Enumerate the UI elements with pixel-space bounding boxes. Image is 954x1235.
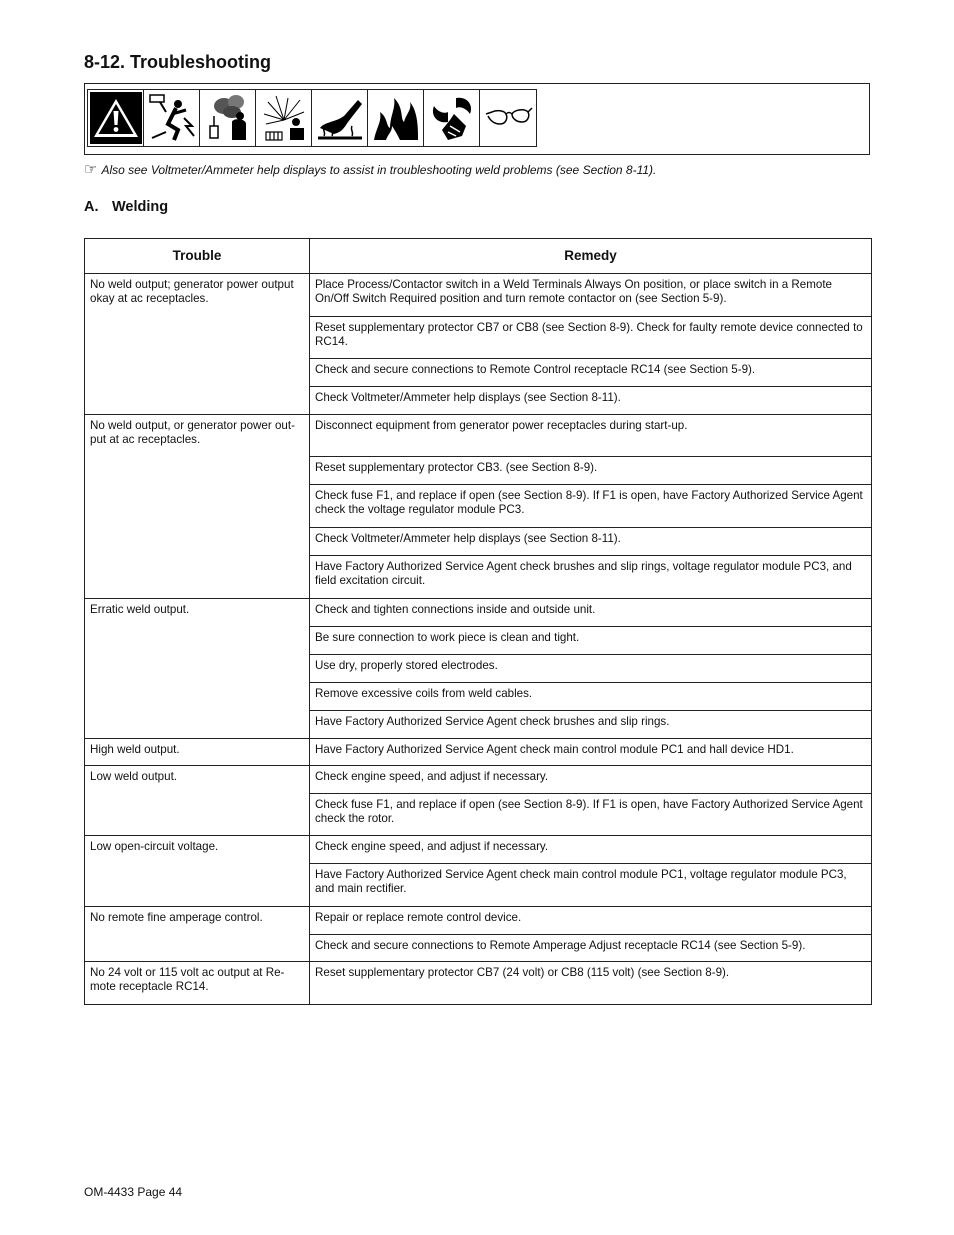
remedy-cell: Check engine speed, and adjust if necessary. [310,766,872,794]
table-header-row [85,239,872,274]
subsection-number: A. [84,199,99,215]
remedy-cell: Have Factory Authorized Service Agent check main control module PC1, voltage regulator module PC3, and main rectifier. [310,864,872,907]
trouble-cell: No remote fine amperage control. [85,907,310,962]
remedy-cell: Disconnect equipment from generator power receptacles during start-up. [310,415,872,457]
moving-parts-icon [424,90,480,146]
remedy-cell: Check fuse F1, and replace if open (see Section 8-9). If F1 is open, have Factory Authorized Service Agent check the rotor. [310,794,872,836]
hot-parts-icon [312,90,368,146]
remedy-cell: Check Voltmeter/Ammeter help displays (see Section 8-11). [310,528,872,556]
remedy-cell: Use dry, properly stored electrodes. [310,655,872,683]
trouble-cell: No weld output; generator power output okay at ac receptacles. [85,274,310,415]
fumes-gases-icon [200,90,256,146]
pointing-hand-icon: ☞ [84,161,98,178]
table-row [85,599,872,627]
trouble-cell: Erratic weld output. [85,599,310,739]
table-row [85,766,872,794]
remedy-cell: Check fuse F1, and replace if open (see Section 8-9). If F1 is open, have Factory Authorized Service Agent check the voltage regulator module PC3. [310,485,872,528]
subsection-title [84,199,168,215]
safety-icon-strip [87,89,537,147]
troubleshooting-table [84,238,872,1005]
remedy-cell: Place Process/Contactor switch in a Weld Terminals Always On position, or place switch in a Remote On/Off Switch Required position and turn remote contactor on (see Section 5-9). [310,274,872,317]
table-row [85,415,872,457]
remedy-cell: Reset supplementary protector CB3. (see Section 8-9). [310,457,872,485]
page-footer: OM-4433 Page 44 [84,1185,183,1199]
table-row [85,739,872,766]
note-text: Also see Voltmeter/Ammeter help displays to assist in troubleshooting weld problems (see Section 8-11). [101,163,657,177]
trouble-cell: No 24 volt or 115 volt ac output at Re-mote receptacle RC14. [85,962,310,1005]
trouble-cell: Low open-circuit voltage. [85,836,310,907]
table-row [85,274,872,317]
flying-sparks-icon [256,90,312,146]
trouble-cell: No weld output, or generator power out-put at ac receptacles. [85,415,310,599]
remedy-cell: Be sure connection to work piece is clean and tight. [310,627,872,655]
trouble-cell: High weld output. [85,739,310,766]
remedy-header: Remedy [310,239,872,274]
remedy-cell: Reset supplementary protector CB7 or CB8 (see Section 8-9). Check for faulty remote device connected to RC14. [310,317,872,359]
remedy-cell: Check and secure connections to Remote Control receptacle RC14 (see Section 5-9). [310,359,872,387]
remedy-cell: Have Factory Authorized Service Agent check brushes and slip rings. [310,711,872,739]
warning-triangle-icon [88,90,144,146]
section-title: 8-12. Troubleshooting [84,52,272,72]
remedy-cell: Check engine speed, and adjust if necessary. [310,836,872,864]
table-row [85,836,872,864]
safety-glasses-icon [480,90,536,146]
safety-icon-box [84,83,870,155]
table-row [85,962,872,1005]
remedy-cell: Remove excessive coils from weld cables. [310,683,872,711]
remedy-cell: Repair or replace remote control device. [310,907,872,935]
fire-hazard-icon [368,90,424,146]
remedy-cell: Have Factory Authorized Service Agent check brushes and slip rings, voltage regulator module PC3, and field excitation circuit. [310,556,872,599]
trouble-header: Trouble [85,239,310,274]
subsection-label: Welding [112,199,169,215]
electric-shock-icon [144,90,200,146]
trouble-cell: Low weld output. [85,766,310,836]
note [84,163,656,177]
remedy-cell: Check Voltmeter/Ammeter help displays (see Section 8-11). [310,387,872,415]
table-row [85,907,872,935]
remedy-cell: Check and secure connections to Remote Amperage Adjust receptacle RC14 (see Section 5-9). [310,935,872,962]
remedy-cell: Have Factory Authorized Service Agent check main control module PC1 and hall device HD1. [310,739,872,766]
remedy-cell: Check and tighten connections inside and outside unit. [310,599,872,627]
remedy-cell: Reset supplementary protector CB7 (24 volt) or CB8 (115 volt) (see Section 8-9). [310,962,872,1005]
